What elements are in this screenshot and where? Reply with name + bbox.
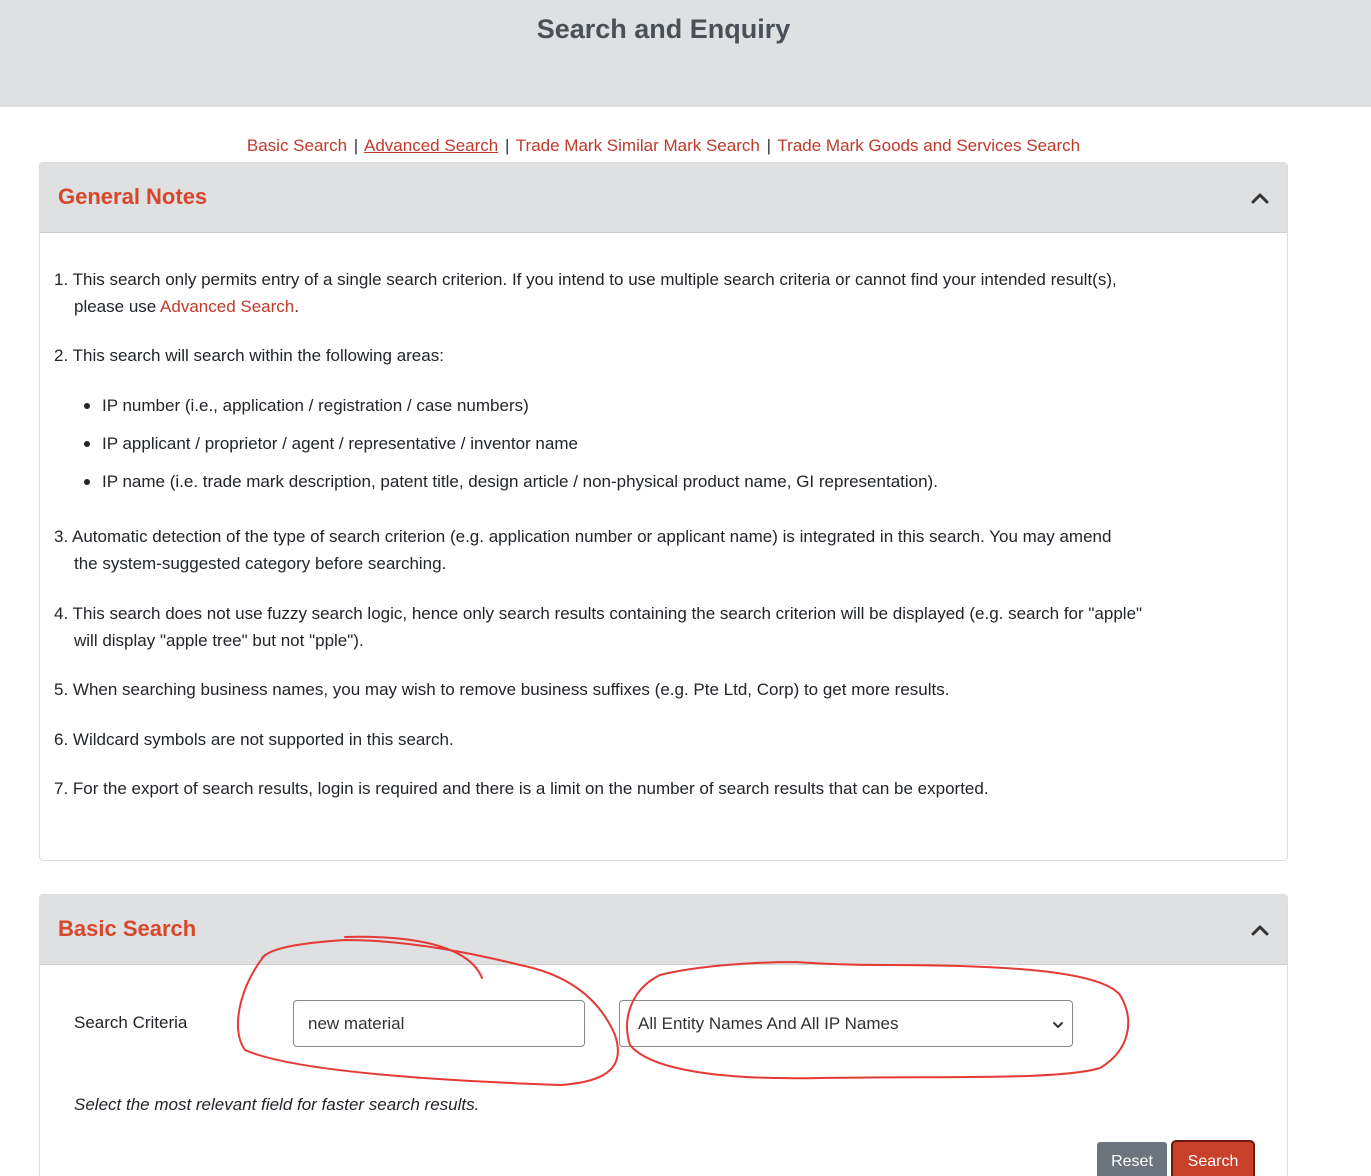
note-number: 7. bbox=[54, 779, 69, 798]
note-text: . bbox=[294, 297, 299, 316]
note-number: 5. bbox=[54, 680, 69, 699]
search-input[interactable] bbox=[293, 1000, 585, 1047]
search-type-nav bbox=[0, 136, 1327, 156]
chevron-down-icon bbox=[1052, 1018, 1064, 1030]
chevron-up-icon[interactable] bbox=[1249, 919, 1271, 941]
nav-separator: | bbox=[766, 136, 771, 155]
nav-separator: | bbox=[353, 136, 359, 155]
note-text: When searching business names, you may wish to remove business suffixes (e.g. Pte Ltd, Corp) to get more results. bbox=[72, 680, 950, 699]
basic-search-title: Basic Search bbox=[58, 916, 197, 941]
list-item: IP number (i.e., application / registration / case numbers) bbox=[102, 392, 1242, 430]
nav-basic-search-link[interactable]: Basic Search bbox=[246, 136, 348, 155]
note-text: This search will search within the following areas: bbox=[72, 346, 444, 365]
general-notes-title: General Notes bbox=[58, 184, 208, 209]
list-item: IP name (i.e. trade mark description, patent title, design article / non-physical product name, GI representation). bbox=[102, 468, 1242, 506]
chevron-up-icon[interactable] bbox=[1249, 187, 1271, 209]
general-notes-header[interactable] bbox=[40, 163, 1287, 233]
nav-similar-mark-search-link[interactable]: Trade Mark Similar Mark Search bbox=[515, 136, 760, 155]
reset-button[interactable]: Reset bbox=[1097, 1142, 1167, 1176]
advanced-search-link[interactable]: Advanced Search bbox=[160, 297, 295, 316]
general-notes-card bbox=[39, 162, 1288, 861]
note-text: please use bbox=[74, 297, 157, 316]
search-category-select[interactable] bbox=[619, 1000, 1073, 1047]
note-text: For the export of search results, login is required and there is a limit on the number of search results that can be exported. bbox=[72, 779, 989, 798]
nav-advanced-search-link[interactable]: Advanced Search bbox=[364, 136, 499, 155]
note-item bbox=[54, 266, 1259, 320]
page-title: Search and Enquiry bbox=[536, 14, 791, 44]
basic-search-card bbox=[39, 894, 1288, 1176]
note-text: the system-suggested category before searching. bbox=[74, 554, 447, 573]
note-number: 1. bbox=[54, 270, 69, 289]
note-item bbox=[54, 726, 1259, 753]
note-text: will display "apple tree" but not "pple"). bbox=[74, 631, 364, 650]
select-value: All Entity Names And All IP Names bbox=[638, 1014, 899, 1033]
note-text: Automatic detection of the type of search criterion (e.g. application number or applicant name) is integrated in this search. You may amend bbox=[71, 527, 1112, 546]
note-item bbox=[54, 775, 1259, 802]
search-areas-list bbox=[102, 392, 1242, 506]
note-item bbox=[54, 523, 1259, 577]
search-hint: Select the most relevant field for faster search results. bbox=[74, 1095, 480, 1114]
list-item: IP applicant / proprietor / agent / representative / inventor name bbox=[102, 430, 1242, 468]
note-text: This search only permits entry of a single search criterion. If you intend to use multiple search criteria or cannot find your intended result(s), bbox=[72, 270, 1117, 289]
note-item bbox=[54, 342, 1259, 369]
note-item bbox=[54, 676, 1259, 703]
note-number: 4. bbox=[54, 604, 69, 623]
basic-search-header[interactable] bbox=[40, 895, 1287, 965]
note-text: Wildcard symbols are not supported in this search. bbox=[72, 730, 454, 749]
note-number: 2. bbox=[54, 346, 69, 365]
note-item bbox=[54, 600, 1259, 654]
note-number: 6. bbox=[54, 730, 69, 749]
search-criteria-label: Search Criteria bbox=[74, 1013, 188, 1032]
note-number: 3. bbox=[54, 527, 69, 546]
note-text: This search does not use fuzzy search logic, hence only search results containing the search criterion will be displayed (e.g. search for "apple" bbox=[72, 604, 1143, 623]
nav-separator: | bbox=[504, 136, 510, 155]
search-button[interactable]: Search bbox=[1173, 1142, 1253, 1176]
nav-goods-services-search-link[interactable]: Trade Mark Goods and Services Search bbox=[777, 136, 1081, 155]
